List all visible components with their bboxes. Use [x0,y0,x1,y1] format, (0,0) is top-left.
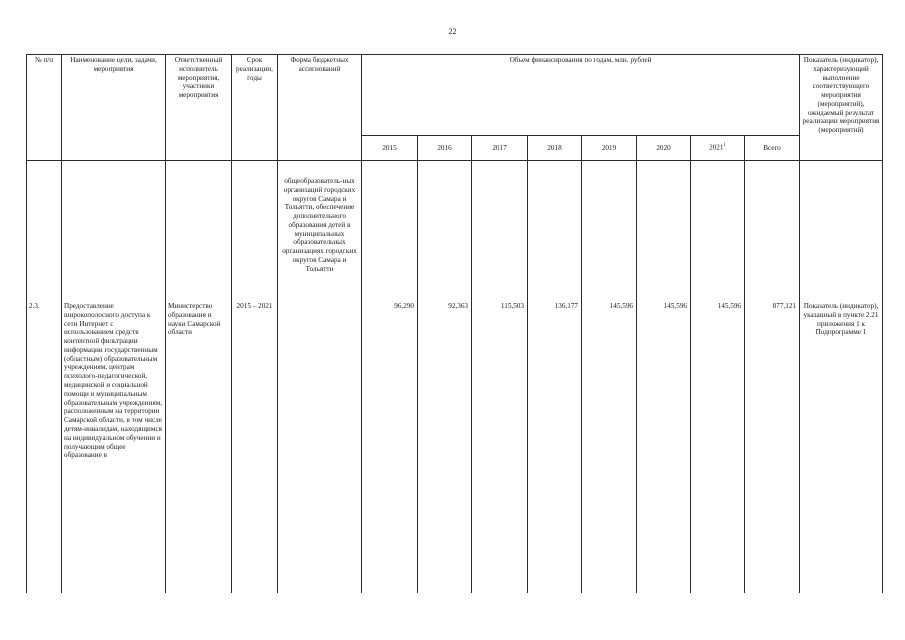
row-form [278,296,362,593]
program-table [26,54,883,593]
header-num: № п/п [27,55,62,161]
header-year-2016: 2016 [418,136,472,161]
row-indicator: Показатель (индикатор), указанный в пункте 2.21 приложения 1 к Подпрограмме 1 [800,296,883,593]
value-2019: 145,596 [582,296,637,593]
header-name: Наименование цели, задачи, мероприятия [62,55,166,161]
value-total: 877,121 [745,296,800,593]
value-2017: 115,503 [472,296,528,593]
row-period: 2015 – 2021 [232,296,278,593]
continuation-form-text: общеобразователь-ных организаций городских округов Самара и Тольятти, обеспечение дополнительного образования детей в муниципальных образовательных организациях городских округов Самара и Тольятти [278,161,362,297]
header-year-2017: 2017 [472,136,528,161]
header-year-2020: 2020 [637,136,691,161]
page-number: 22 [448,27,457,36]
header-period: Срок реализации, годы [232,55,278,161]
header-year-2015: 2015 [362,136,418,161]
row-name: Предоставление широкополосного доступа к сети Интернет с использованием средств контентной фильтрации информации государственным (областным) образовательным учреждениям, центрам психолого-педагогической, медицинской и социальной помощи и муниципальным образовательным учреждениям, расположенным на территории Самарской области, в том числе детям-инвалидам, находящимся на индивидуальном обучении и получающим общее образование в [62,296,166,593]
value-2020: 145,596 [637,296,691,593]
value-2018: 136,177 [528,296,582,593]
value-2016: 92,363 [418,296,472,593]
header-executor: Ответственный исполнитель мероприятия, участники мероприятия [166,55,232,161]
row-executor: Министерство образования и науки Самарской области [166,296,232,593]
header-year-2021-label: 2021 [709,143,724,152]
table-row [27,296,883,593]
value-2015: 96,290 [362,296,418,593]
year-footnote-mark: 1 [723,143,726,149]
continuation-row [27,161,883,297]
header-indicator: Показатель (индикатор), характеризующий выполнение соответствующего мероприятия (мероприятий), ожидаемый результат реализации мероприятия (мероприятий) [800,55,883,161]
header-year-2021 [691,136,745,161]
header-year-2018: 2018 [528,136,582,161]
header-financing: Объем финансирования по годам, млн. рублей [362,55,800,136]
header-total: Всего [745,136,800,161]
row-num: 2.3. [27,296,62,593]
header-form: Форма бюджетных ассигнований [278,55,362,161]
header-year-2019: 2019 [582,136,637,161]
value-2021: 145,596 [691,296,745,593]
